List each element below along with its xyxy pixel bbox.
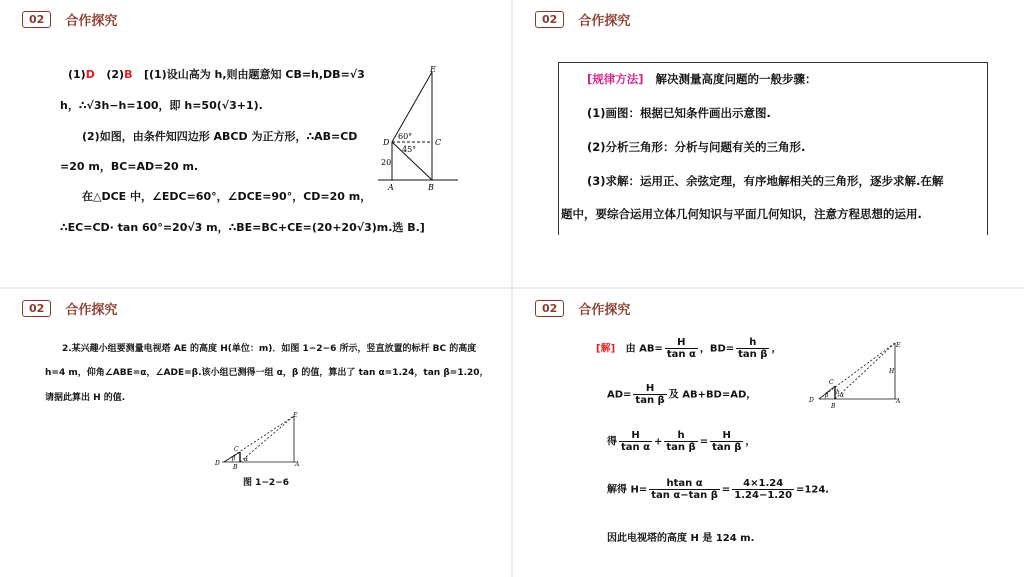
numerator: htan α: [649, 478, 720, 490]
text: 由 AB=: [625, 343, 663, 355]
section-title: 合作探究: [65, 14, 118, 29]
tower-figure: [807, 339, 913, 411]
numerator: H: [619, 430, 652, 442]
text: 得: [607, 436, 617, 448]
answer-line-1: [68, 66, 365, 82]
text: ，: [745, 436, 756, 448]
section-number: 02: [22, 300, 51, 317]
label-B: B: [831, 403, 836, 410]
slide-panel-1: [0, 0, 511, 287]
numerator: H: [665, 337, 698, 349]
fraction: [633, 383, 666, 406]
line-BE: [835, 343, 895, 399]
label-D: D: [809, 397, 814, 404]
numerator: h: [736, 337, 769, 349]
numerator: h: [664, 430, 697, 442]
label-B: B: [233, 464, 238, 471]
denominator: tan β: [738, 349, 768, 360]
angle-45: 45°: [402, 145, 417, 154]
slide-panel-4: [513, 289, 1024, 577]
solution-row-5: 因此电视塔的高度 H 是 124 m.: [607, 533, 755, 544]
fraction: [619, 430, 652, 453]
step-1: (1)画图：根据已知条件画出示意图.: [587, 106, 771, 120]
solution-row-2: [607, 383, 756, 406]
denominator: 1.24−1.20: [734, 490, 793, 501]
section-number: 02: [535, 11, 564, 28]
label-part-2: (2): [106, 68, 125, 81]
section-header: [22, 299, 117, 318]
fraction: [710, 430, 743, 453]
angle-alpha: α: [244, 456, 249, 463]
label-B: B: [428, 183, 434, 192]
angle-beta: β: [825, 392, 829, 399]
numerator: H: [710, 430, 743, 442]
label-A: A: [388, 183, 394, 192]
solution-line-3: (2)如图，由条件知四边形 ABCD 为正方形，∴AB=CD: [82, 130, 358, 143]
label-E: E: [293, 412, 298, 419]
label-C: C: [829, 379, 834, 386]
fraction: [664, 430, 697, 453]
solution-tag: [解]: [596, 343, 616, 355]
numerator: 4×1.24: [732, 478, 794, 490]
denominator: tan β: [666, 442, 696, 453]
method-tag: [规律方法]: [587, 72, 644, 86]
method-box: [558, 62, 988, 235]
section-title: 合作探究: [578, 303, 631, 318]
section-title: 合作探究: [65, 303, 118, 318]
angle-beta: β: [232, 455, 236, 462]
denominator: tan α−tan β: [651, 490, 718, 501]
solution-line-5: 在△DCE 中，∠EDC=60°，∠DCE=90°，CD=20 m，: [82, 190, 372, 203]
label-E: E: [896, 342, 901, 349]
label-h: h: [836, 389, 840, 396]
answer-1: D: [85, 68, 95, 81]
denominator: tan α: [666, 349, 696, 360]
question-line-1: 2.某兴趣小组要测量电视塔 AE 的高度 H(单位：m)．如图 1−2−6 所示，竖直放置的标杆 BC 的高度: [62, 344, 477, 354]
line-BE: [240, 416, 294, 462]
section-header: [22, 10, 117, 29]
angle-60: 60°: [398, 132, 413, 141]
label-D: D: [215, 460, 220, 467]
step-3-cont: 题中，要综合运用立体几何知识与平面几何知识，注意方程思想的运用.: [561, 207, 922, 221]
label-D: D: [383, 138, 390, 147]
text: ，: [771, 343, 782, 355]
angle-alpha: α: [840, 392, 845, 399]
method-head-text: 解决测量高度问题的一般步骤：: [655, 72, 817, 86]
numerator: H: [633, 383, 666, 395]
label-C: C: [435, 138, 442, 147]
slide-panel-2: [513, 0, 1024, 287]
text: =124.: [796, 484, 830, 496]
label-H: H: [889, 368, 895, 375]
section-title: 合作探究: [578, 14, 631, 29]
fraction: [732, 478, 794, 501]
label-A: A: [295, 461, 300, 468]
text: AD=: [607, 389, 632, 401]
text: ，BD=: [699, 343, 735, 355]
answer-2: B: [124, 68, 133, 81]
section-number: 02: [22, 11, 51, 28]
line-DE: [819, 343, 895, 399]
label-A: A: [896, 398, 901, 405]
solution-line-2: h，∴√3h−h=100，即 h=50(√3+1).: [60, 99, 263, 112]
slide-panel-3: [0, 289, 511, 577]
question-line-3: 请据此算出 H 的值.: [45, 393, 126, 403]
fraction: [665, 337, 698, 360]
denominator: tan α: [621, 442, 650, 453]
solution-line-4: =20 m，BC=AD=20 m.: [60, 160, 199, 173]
solution-row-1: [596, 337, 781, 360]
solution-row-4: 解得 H= $\frac{\text{htan α}}{\text{tan α−tan β}}$ = $\frac{4\times 1.24}{1.24-1.20}$ =124.: [607, 478, 830, 501]
fraction: [649, 478, 720, 501]
section-header: [535, 299, 630, 318]
text: 及 AB+BD=AD，: [668, 389, 757, 401]
denominator: tan β: [635, 395, 665, 406]
label-part-1: (1): [68, 68, 86, 81]
height-20: 20: [381, 158, 392, 167]
label-E: E: [430, 65, 436, 74]
solution-line-6: ∴EC=CD· tan 60°=20√3 m，∴BE=BC+CE=(20+20√3)m.选 B.]: [60, 221, 425, 234]
section-number: 02: [535, 300, 564, 317]
method-heading: [587, 71, 817, 87]
section-header: [535, 10, 630, 29]
step-3: (3)求解：运用正、余弦定理，有序地解相关的三角形，逐步求解.在解: [587, 174, 944, 188]
label-C: C: [234, 446, 239, 453]
mountain-figure: [372, 62, 464, 197]
step-2: (2)分析三角形：分析与问题有关的三角形.: [587, 140, 806, 154]
question-line-2: h=4 m，仰角∠ABE=α，∠ADE=β.该小组已测得一组 α，β 的值，算出了 tan α=1.24，tan β=1.20，: [45, 368, 489, 378]
solution-text: [(1)设山高为 h,则由题意知 CB=h,DB=√3: [143, 68, 365, 81]
denominator: tan β: [712, 442, 742, 453]
text: 解得 H=: [607, 484, 648, 496]
tower-figure: [212, 411, 308, 471]
solution-row-3: 得 $\frac{H}{\text{tan α}}$ + $\frac{h}{\text{tan β}}$ = $\frac{H}{\text{tan β}}$ ，: [607, 430, 756, 453]
figure-caption: 图 1−2−6: [243, 478, 290, 488]
fraction: [736, 337, 769, 360]
